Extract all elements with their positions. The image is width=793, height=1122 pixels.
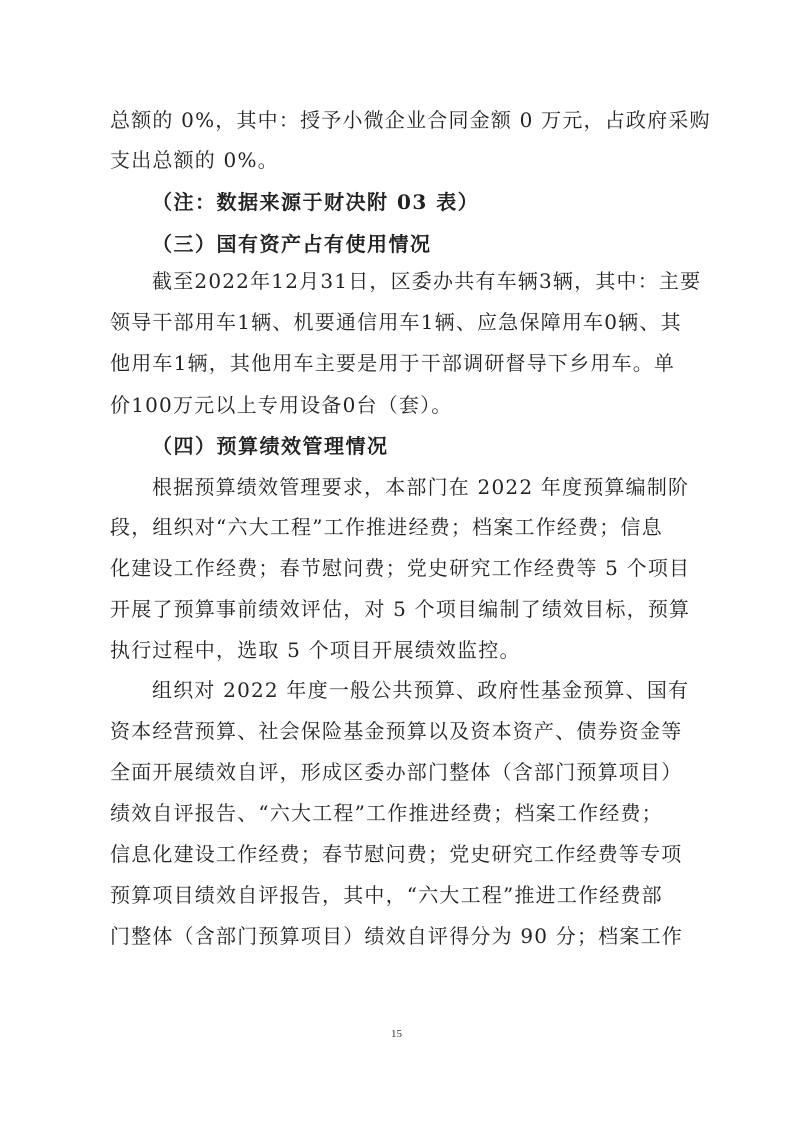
body-text-line: 总额的 0%，其中：授予小微企业合同金额 0 万元，占政府采购 bbox=[110, 108, 711, 132]
body-text-line: 预算项目绩效自评报告，其中，“六大工程”推进工作经费部 bbox=[110, 883, 663, 907]
body-text-line: 资本经营预算、社会保险基金预算以及资本资产、债券资金等 bbox=[110, 719, 683, 743]
body-text-line: 门整体（含部门预算项目）绩效自评得分为 90 分；档案工作 bbox=[110, 924, 683, 948]
body-text-line: 组织对 2022 年度一般公共预算、政府性基金预算、国有 bbox=[152, 678, 690, 702]
body-text-line: 全面开展绩效自评，形成区委办部门整体（含部门预算项目） bbox=[110, 760, 683, 784]
body-text-line: 段，组织对“六大工程”工作推进经费；档案工作经费；信息 bbox=[110, 515, 663, 539]
section-heading-assets: （三）国有资产占有使用情况 bbox=[152, 232, 432, 256]
body-text-line: 化建设工作经费；春节慰问费；党史研究工作经费等 5 个项目 bbox=[110, 556, 691, 580]
body-text-line: 信息化建设工作经费；春节慰问费；党史研究工作经费等专项 bbox=[110, 842, 683, 866]
body-text-line: 他用车1辆，其他用车主要是用于干部调研督导下乡用车。单 bbox=[110, 351, 676, 375]
section-heading-performance: （四）预算绩效管理情况 bbox=[152, 434, 389, 458]
body-text-line: 截至2022年12月31日，区委办共有车辆3辆，其中：主要 bbox=[152, 269, 702, 293]
page-number: 15 bbox=[391, 1028, 402, 1040]
body-text-line: 绩效自评报告、“六大工程”工作推进经费；档案工作经费； bbox=[110, 801, 663, 825]
body-text-line: 开展了预算事前绩效评估，对 5 个项目编制了绩效目标，预算 bbox=[110, 597, 691, 621]
body-text-line: 根据预算绩效管理要求，本部门在 2022 年度预算编制阶 bbox=[152, 475, 690, 499]
body-text-line: 价100万元以上专用设备0台（套）。 bbox=[110, 393, 453, 417]
body-text-line: 支出总额的 0%。 bbox=[110, 148, 279, 172]
body-text-line: 领导干部用车1辆、机要通信用车1辆、应急保障用车0辆、其 bbox=[110, 310, 682, 334]
source-note: （注：数据来源于财决附 03 表） bbox=[152, 190, 480, 214]
body-text-line: 执行过程中，选取 5 个项目开展绩效监控。 bbox=[110, 638, 521, 662]
